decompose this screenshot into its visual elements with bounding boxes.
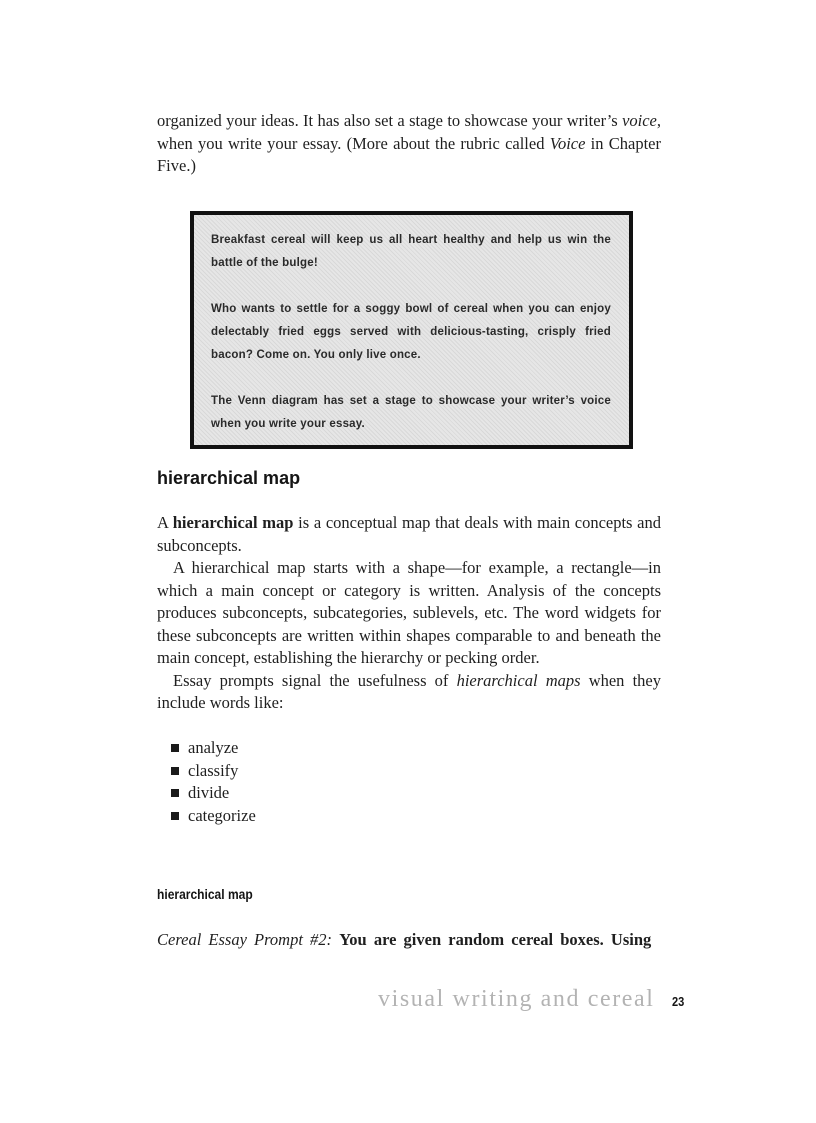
list-item (171, 760, 256, 783)
sample-essay-callout-box (190, 211, 633, 449)
callout-paragraph-1: Breakfast cereal will keep us all heart healthy and help us win the battle of the bulge! (211, 234, 611, 269)
page-footer (378, 986, 685, 1016)
definition-paragraph (157, 512, 661, 557)
intro-text-3: in Chapter Five.) (157, 133, 661, 175)
definition-text-post: is a conceptual map that deals with main concepts and subconcepts. (157, 513, 661, 555)
essay-prompt (157, 929, 661, 952)
section-heading: hierarchical map (157, 468, 301, 488)
callout-paragraph-2: Who wants to settle for a soggy bowl of cereal when you can enjoy delectably fried eggs served with delicious-tasting, crisply fried bacon? Come on. You only live once. (211, 303, 611, 361)
prompt-label: Cereal Essay Prompt #2: (157, 930, 333, 949)
usefulness-text-post: when they include words like: (157, 670, 661, 712)
keyword-list (171, 737, 256, 827)
definition-text-pre: A (157, 513, 173, 532)
usefulness-paragraph (157, 670, 661, 715)
intro-text-2: , when you write your essay. (More about the rubric called (157, 111, 661, 153)
intro-emphasis-voice: voice (622, 111, 657, 130)
square-bullet-icon (171, 744, 179, 752)
intro-paragraph (157, 110, 661, 178)
list-item-text: analyze (188, 738, 239, 757)
square-bullet-icon (171, 789, 179, 797)
section-body (157, 512, 661, 715)
usefulness-text-pre: Essay prompts signal the usefulness of (173, 670, 457, 690)
running-head: visual writing and cereal (378, 986, 655, 1012)
callout-paragraph-3: The Venn diagram has set a stage to showcase your writer’s voice when you write your essay. (211, 395, 611, 430)
subsection-heading: hierarchical map (157, 886, 253, 902)
list-item-text: categorize (188, 805, 256, 825)
list-item (171, 805, 256, 828)
usefulness-emphasis: hierarchical maps (456, 670, 581, 690)
definition-term: hierarchical map (172, 513, 294, 532)
intro-text-1: organized your ideas. It has also set a stage to showcase your writer’s (157, 111, 623, 130)
prompt-text: You are given random cereal boxes. Using (339, 930, 652, 949)
list-item (171, 737, 256, 760)
list-item-text: classify (188, 760, 239, 780)
list-item (171, 782, 256, 805)
square-bullet-icon (171, 812, 179, 820)
page-number: 23 (672, 994, 685, 1009)
explanation-paragraph: A hierarchical map starts with a shape—for example, a rectangle—in which a main concept or category is written. Analysis of the concepts produces subconcepts, subcategories, sublevels, etc. The word widgets for these subconcepts are written within shapes comparable to and beneath the main concept, establishing the hierarchy or pecking order. (157, 558, 661, 667)
intro-emphasis-voice-rubric: Voice (549, 133, 586, 153)
list-item-text: divide (188, 783, 230, 803)
square-bullet-icon (171, 767, 179, 775)
